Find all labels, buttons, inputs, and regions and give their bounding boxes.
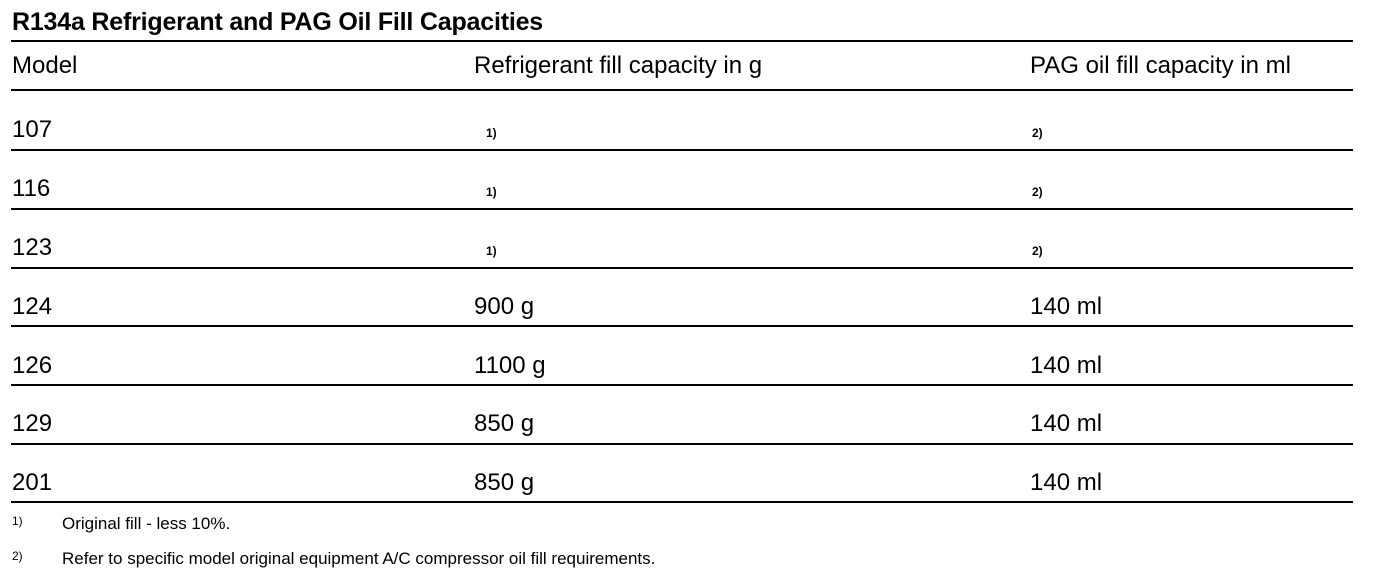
title-rule (11, 40, 1353, 42)
page-title: R134a Refrigerant and PAG Oil Fill Capacities (12, 8, 543, 36)
cell-refrigerant: 850 g (474, 469, 535, 496)
table-row (0, 112, 1376, 152)
cell-refrigerant: 900 g (474, 293, 535, 320)
cell-model: 123 (12, 234, 53, 261)
footnote-mark: 2) (12, 549, 23, 563)
header-pag-oil: PAG oil fill capacity in ml (1030, 52, 1291, 79)
table-row (0, 465, 1376, 505)
table-row (0, 230, 1376, 270)
cell-model: 129 (12, 410, 53, 437)
footnote (0, 514, 1376, 540)
row-rule (11, 384, 1353, 386)
table-header-row (0, 52, 1376, 92)
header-refrigerant: Refrigerant fill capacity in g (474, 52, 763, 79)
footnote-text: Refer to specific model original equipment A/C compressor oil fill requirements. (62, 549, 656, 568)
header-model: Model (12, 52, 78, 79)
row-rule (11, 325, 1353, 327)
row-rule (11, 208, 1353, 210)
cell-model: 201 (12, 469, 53, 496)
footnote (0, 549, 1376, 575)
footnote-ref-refrigerant: 1) (486, 185, 497, 199)
cell-model: 126 (12, 352, 53, 379)
cell-refrigerant: 850 g (474, 410, 535, 437)
table-row (0, 348, 1376, 388)
row-rule (11, 443, 1353, 445)
footnote-ref-oil: 2) (1032, 244, 1043, 258)
table-row (0, 289, 1376, 329)
header-rule (11, 89, 1353, 91)
table-row (0, 406, 1376, 446)
cell-model: 124 (12, 293, 53, 320)
cell-pag-oil: 140 ml (1030, 410, 1103, 437)
cell-refrigerant: 1100 g (474, 352, 546, 379)
row-rule (11, 267, 1353, 269)
footnote-ref-oil: 2) (1032, 126, 1043, 140)
footnote-ref-refrigerant: 1) (486, 126, 497, 140)
cell-pag-oil: 140 ml (1030, 469, 1103, 496)
table-row (0, 171, 1376, 211)
footnote-ref-oil: 2) (1032, 185, 1043, 199)
row-rule (11, 501, 1353, 503)
footnote-mark: 1) (12, 514, 23, 528)
footnote-ref-refrigerant: 1) (486, 244, 497, 258)
cell-model: 107 (12, 116, 53, 143)
cell-pag-oil: 140 ml (1030, 352, 1103, 379)
cell-model: 116 (12, 175, 51, 202)
row-rule (11, 149, 1353, 151)
cell-pag-oil: 140 ml (1030, 293, 1103, 320)
footnote-text: Original fill - less 10%. (62, 514, 231, 533)
